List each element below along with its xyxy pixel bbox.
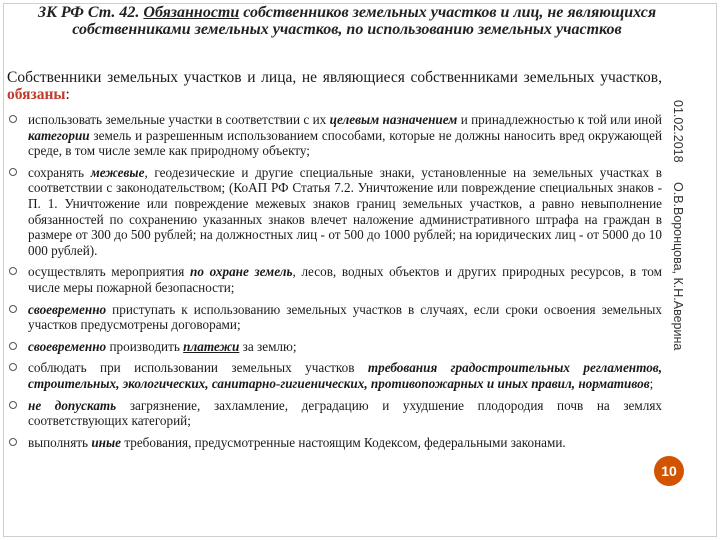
list-item <box>7 398 662 429</box>
item-emphasis: не допускать <box>28 397 117 413</box>
item-text: производить <box>106 338 184 354</box>
title-part2: Обязанности <box>143 4 240 21</box>
title-part3: собственников земельных участков и лиц, не являющихся собственниками земельных участков, по использованию земельных участков <box>72 4 657 38</box>
sidebar-date: 01.02.2018 <box>671 100 685 163</box>
item-emphasis: своевременно <box>28 301 107 317</box>
intro-paragraph <box>7 69 662 103</box>
item-text: сохранять <box>28 164 91 180</box>
item-text: осуществлять мероприятия <box>28 264 190 280</box>
bullet-icon <box>9 267 17 275</box>
bullet-icon <box>9 363 17 371</box>
item-emphasis: межевые <box>90 164 145 180</box>
bullet-icon <box>9 438 17 446</box>
item-text: загрязнение, захламление, деградацию и ухудшение плодородия почв на землях соответствующих категорий; <box>28 397 662 429</box>
item-emphasis: платежи <box>183 338 240 354</box>
item-emphasis: требования градостроительных регламентов, строительных, экологических, санитарно-гигиенических, противопожарных и иных правил, нормативов <box>28 360 662 391</box>
item-text: соблюдать при использовании земельных участков <box>28 360 368 376</box>
bullet-icon <box>9 168 17 176</box>
obligations-list <box>7 112 662 456</box>
list-item <box>7 302 662 333</box>
item-text: за землю; <box>239 338 297 354</box>
page-number-badge: 10 <box>654 456 684 486</box>
item-text: приступать к использованию земельных участков в случаях, если сроки освоения земельных участков предусмотрены договорами; <box>28 301 662 333</box>
list-item <box>7 360 662 391</box>
item-emphasis: целевым назначением <box>329 112 458 127</box>
item-text: , геодезические и другие специальные знаки, установленные на земельных участках в соответствии с законодательством; (КоАП РФ Статья 7.2. Уничтожение или повреждение специальных знаков - П. 1. Уничтожение или повреждение межевых знаков границ земельных участков, а равно невыполнение обязанностей по сохранению указанных знаков влечет наложение административного штрафа на граждан в размере от 300 до 500 рублей; на должностных лиц - от 500 до 1000 рублей; на юридических лиц - от 5000 до 10 000 рублей). <box>28 164 662 258</box>
item-text: требования, предусмотренные настоящим Кодексом, федеральными законами. <box>121 434 566 450</box>
item-emphasis: иные <box>91 434 122 450</box>
item-emphasis: категории <box>28 127 90 143</box>
list-item <box>7 165 662 259</box>
item-emphasis: своевременно <box>28 338 107 354</box>
list-item <box>7 339 662 355</box>
intro-tail: : <box>65 86 70 103</box>
bullet-icon <box>9 305 17 313</box>
bullet-icon <box>9 401 17 409</box>
item-text: , лесов, водных объектов и других природных ресурсов, в том числе меры пожарной безопасности; <box>28 264 662 295</box>
item-text: выполнять <box>28 434 92 450</box>
sidebar-authors: О.В.Воронцова, К.Н.Аверина <box>671 182 685 351</box>
intro-text: Собственники земельных участков и лица, не являющиеся собственниками земельных участков, <box>7 69 662 86</box>
item-text: земель и разрешенным использованием способами, которые не должны наносить вред окружающей среде, в том числе земле как природному объекту; <box>28 127 662 159</box>
vertical-sidebar <box>668 100 694 370</box>
list-item <box>7 264 662 295</box>
slide-title <box>14 4 680 38</box>
title-part1: ЗК РФ Ст. 42. <box>37 4 144 21</box>
bullet-icon <box>9 115 17 123</box>
item-text: использовать земельные участки в соответствии с их <box>28 112 330 127</box>
item-emphasis: по охране земель <box>189 264 293 280</box>
intro-bold: обязаны <box>7 86 66 103</box>
list-item <box>7 112 662 159</box>
bullet-icon <box>9 342 17 350</box>
item-text: ; <box>649 375 654 391</box>
list-item <box>7 435 662 451</box>
item-text: и принадлежностью к той или иной <box>457 112 662 127</box>
